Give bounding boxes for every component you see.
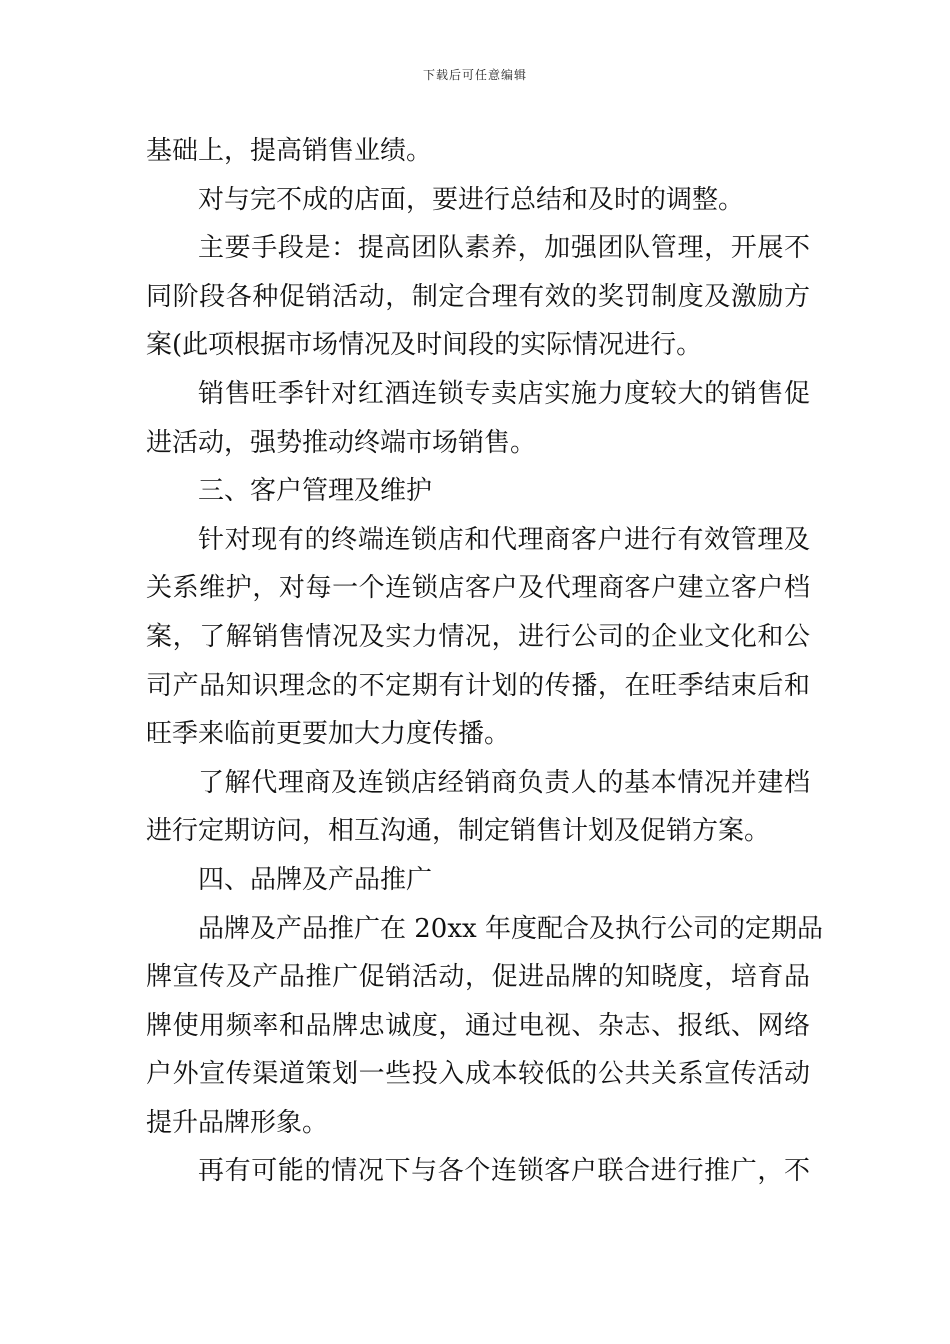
text-line: 品牌及产品推广在 20xx 年度配合及执行公司的定期品 [198,913,823,944]
text-line: 关系维护，对每一个连锁店客户及代理商客户建立客户档 [146,573,810,604]
text-line: 主要手段是：提高团队素养，加强团队管理，开展不 [198,233,810,264]
text-line: 户外宣传渠道策划一些投入成本较低的公共关系宣传活动 [146,1059,810,1090]
text-line: 针对现有的终端连锁店和代理商客户进行有效管理及 [198,524,810,555]
text-line: 对与完不成的店面，要进行总结和及时的调整。 [198,184,745,215]
text-line: 旺季来临前更要加大力度传播。 [146,719,511,750]
text-line: 牌使用频率和品牌忠诚度，通过电视、杂志、报纸、网络 [146,1010,810,1041]
text-line: 四、品牌及产品推广 [198,864,433,895]
text-line: 案(此项根据市场情况及时间段的实际情况进行。 [146,330,703,361]
text-line: 司产品知识理念的不定期有计划的传播，在旺季结束后和 [146,670,810,701]
text-line: 牌宣传及产品推广促销活动，促进品牌的知晓度，培育品 [146,962,810,993]
page-header: 下载后可任意编辑 [422,68,527,82]
text-line: 销售旺季针对红酒连锁专卖店实施力度较大的销售促 [198,378,810,409]
text-line: 提升品牌形象。 [146,1107,329,1138]
text-line: 同阶段各种促销活动，制定合理有效的奖罚制度及激励方 [146,281,810,312]
text-line: 再有可能的情况下与各个连锁客户联合进行推广，不 [198,1156,810,1187]
text-line: 案，了解销售情况及实力情况，进行公司的企业文化和公 [146,621,810,652]
text-line: 基础上，提高销售业绩。 [146,136,433,166]
document-body [146,127,823,1196]
text-line: 进活动，强势推动终端市场销售。 [146,427,537,458]
text-line: 三、客户管理及维护 [198,476,433,507]
text-line: 了解代理商及连锁店经销商负责人的基本情况并建档 [198,767,810,798]
text-line: 进行定期访问，相互沟通，制定销售计划及促销方案。 [146,816,771,847]
